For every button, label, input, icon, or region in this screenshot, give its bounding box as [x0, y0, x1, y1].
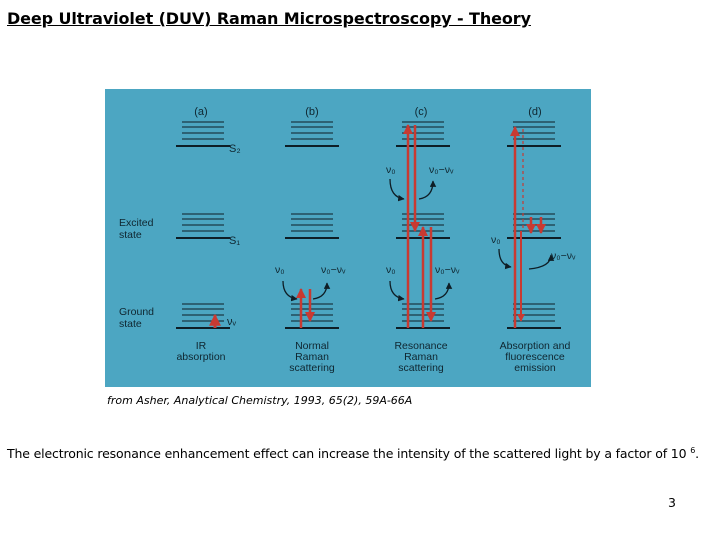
- nu0-label-c-upper: ν₀: [386, 164, 396, 176]
- ground-state-label-1: Ground: [119, 306, 155, 318]
- ground-state-label-2: state: [119, 318, 142, 330]
- caption-b-line3: scattering: [289, 362, 335, 374]
- nu-v-label: νᵥ: [227, 316, 237, 328]
- slide-caption: [7, 446, 699, 461]
- scattered-photon-curve-c-lower: [435, 283, 449, 299]
- energy-levels-b: [285, 122, 339, 328]
- incident-photon-curve-c-upper: [390, 179, 404, 199]
- caption-d-line2: fluorescence: [505, 351, 565, 363]
- page-number: 3: [668, 495, 676, 510]
- nu0-minus-nuv-label-b: ν₀−νᵥ: [321, 264, 346, 276]
- figure-citation: from Asher, Analytical Chemistry, 1993, 65(2), 59A-66A: [107, 394, 413, 407]
- nu0-label-b: ν₀: [275, 264, 285, 276]
- slide-title: Deep Ultraviolet (DUV) Raman Microspectroscopy - Theory: [7, 9, 531, 28]
- caption-b-line2: Raman: [295, 351, 329, 363]
- caption-d-line3: emission: [514, 362, 556, 374]
- energy-level-diagram: [105, 89, 591, 387]
- excited-state-label-1: Excited: [119, 217, 154, 229]
- incident-photon-curve-c-lower: [390, 281, 404, 299]
- nu0-minus-nuv-label-d: ν₀−νᵥ: [551, 250, 576, 262]
- nu0-label-d: ν₀: [491, 234, 501, 246]
- scattered-photon-curve-b: [313, 283, 327, 299]
- s2-label: S₂: [229, 143, 241, 155]
- caption-exponent: 6: [690, 446, 696, 455]
- nu0-label-c-lower: ν₀: [386, 264, 396, 276]
- panel-label-c: (c): [414, 106, 428, 118]
- s1-label: S₁: [229, 235, 241, 247]
- caption-a-line1: IR: [195, 340, 207, 352]
- incident-photon-curve-b: [283, 281, 297, 299]
- nu0-minus-nuv-label-c-upper: ν₀−νᵥ: [429, 164, 454, 176]
- nu0-minus-nuv-label-c-lower: ν₀−νᵥ: [435, 264, 460, 276]
- caption-b-line1: Normal: [295, 340, 329, 352]
- excited-state-label-2: state: [119, 229, 142, 241]
- panel-label-a: (a): [194, 106, 208, 118]
- panel-label-d: (d): [528, 106, 542, 118]
- caption-text: The electronic resonance enhancement effect can increase the intensity of the scattered light by a factor of 10: [7, 446, 687, 462]
- energy-levels-a: [176, 122, 230, 328]
- emitted-photon-curve-d: [529, 255, 551, 269]
- caption-a-line2: absorption: [176, 351, 226, 363]
- caption-c-line1: Resonance: [394, 340, 448, 352]
- caption-end: .: [695, 446, 699, 462]
- caption-d-line1: Absorption and: [499, 340, 571, 352]
- scattered-photon-curve-c-upper: [419, 181, 433, 199]
- incident-photon-curve-d: [499, 249, 511, 267]
- panel-label-b: (b): [305, 106, 319, 118]
- caption-c-line2: Raman: [404, 351, 438, 363]
- caption-c-line3: scattering: [398, 362, 444, 374]
